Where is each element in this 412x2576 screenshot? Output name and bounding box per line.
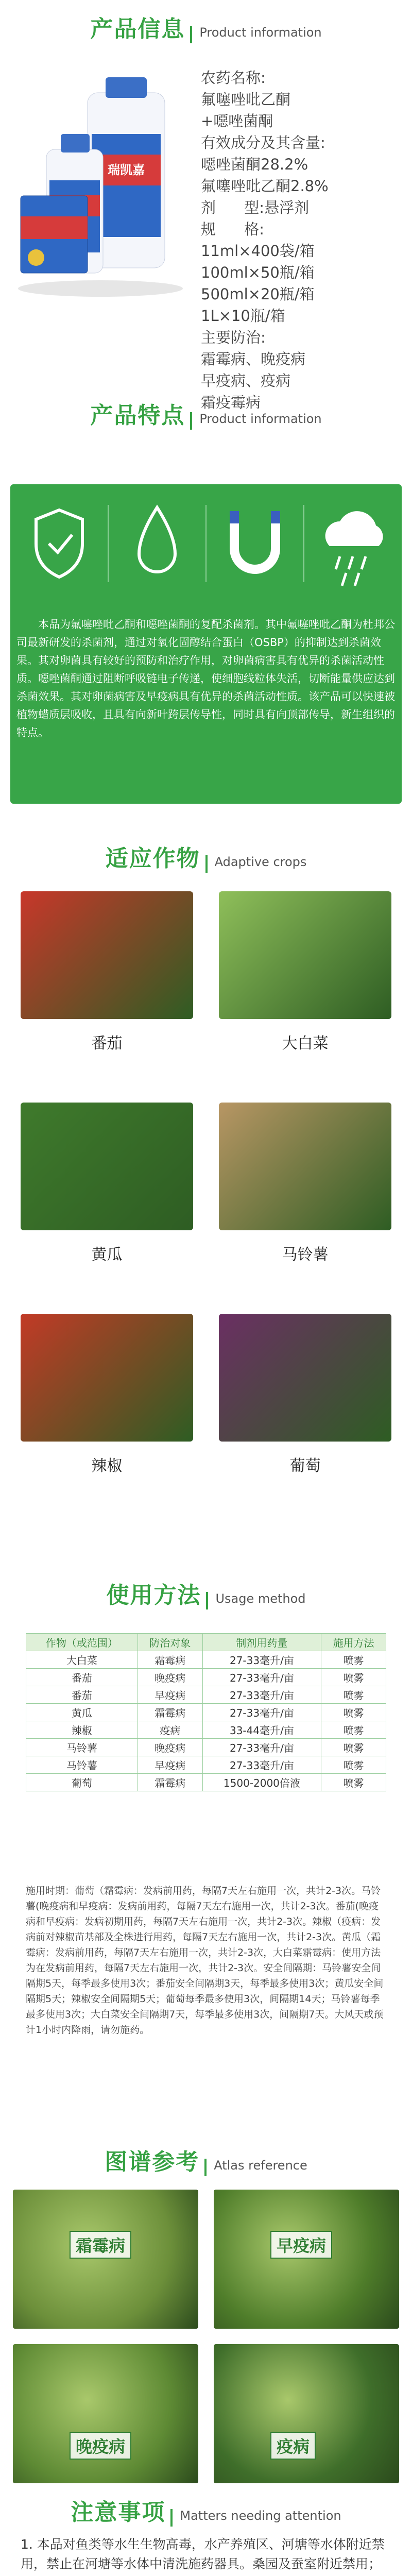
table-row [26, 1669, 386, 1686]
info-value: 悬浮剂 [264, 199, 310, 216]
info-value: +噁唑菌酮 [201, 112, 273, 130]
product-info-header [0, 10, 412, 43]
info-value: 1L×10瓶/箱 [201, 307, 285, 325]
table-cell: 喷雾 [321, 1686, 386, 1704]
table-row [26, 1704, 386, 1721]
magnet-icon [230, 511, 280, 569]
table-cell: 马铃薯 [26, 1756, 138, 1774]
atlas-image [214, 2190, 399, 2329]
info-row [201, 197, 402, 218]
section-subtitle: Product information [199, 412, 322, 426]
table-cell: 霜霉病 [138, 1774, 202, 1791]
atlas-caption: 霜霉病 [70, 2231, 131, 2259]
atlas-image [13, 2190, 198, 2329]
info-value: 早疫病、疫病 [201, 372, 291, 389]
atlas-caption: 疫病 [270, 2432, 316, 2460]
info-label: 农药名称: [201, 69, 266, 87]
crop-image [21, 1314, 193, 1442]
notes-text: 1. 本品对鱼类等水生生物高毒，水产养殖区、河塘等水体附近禁用，禁止在河塘等水体中清洗施药器具。桑园及蚕室附近禁用； [21, 2537, 385, 2571]
section-title: 产品信息 [90, 16, 185, 42]
info-value: 11ml×400袋/箱 [201, 242, 315, 260]
atlas-image [13, 2344, 198, 2483]
rain-cloud-icon [325, 511, 383, 586]
table-cell: 喷雾 [321, 1651, 386, 1669]
table-cell: 27-33毫升/亩 [202, 1651, 321, 1669]
table-cell: 霜霉病 [138, 1651, 202, 1669]
table-cell: 疫病 [138, 1721, 202, 1739]
info-row [201, 154, 402, 175]
section-title: 适应作物 [105, 845, 200, 872]
info-value: 氟噻唑吡乙酮 [201, 91, 291, 108]
info-row [201, 67, 402, 89]
atlas-caption: 晚疫病 [70, 2432, 131, 2460]
svg-text:瑞凯嘉: 瑞凯嘉 [108, 163, 145, 177]
info-row [201, 348, 402, 370]
atlas-image [214, 2344, 399, 2483]
info-row [201, 262, 402, 283]
table-cell: 27-33毫升/亩 [202, 1686, 321, 1704]
table-cell: 晚疫病 [138, 1669, 202, 1686]
crop-label: 马铃薯 [282, 1246, 329, 1264]
table-row [26, 1774, 386, 1791]
product-image [10, 72, 191, 314]
table-cell: 大白菜 [26, 1651, 138, 1669]
features-header [0, 397, 412, 430]
section-subtitle: Product information [199, 25, 322, 40]
info-row [201, 370, 402, 392]
info-row [201, 283, 402, 305]
usage-table [26, 1633, 386, 1791]
section-subtitle: Usage method [215, 1591, 306, 1606]
section-subtitle: Atlas reference [214, 2158, 307, 2173]
table-cell: 喷雾 [321, 1756, 386, 1774]
crop-label: 大白菜 [282, 1035, 329, 1053]
crop-label: 番茄 [91, 1035, 123, 1053]
table-row [26, 1721, 386, 1739]
table-cell: 早疫病 [138, 1756, 202, 1774]
table-cell: 喷雾 [321, 1774, 386, 1791]
table-cell: 辣椒 [26, 1721, 138, 1739]
crop-image [219, 891, 391, 1019]
atlas-caption: 早疫病 [270, 2231, 332, 2259]
table-cell: 番茄 [26, 1686, 138, 1704]
table-cell: 晚疫病 [138, 1739, 202, 1756]
table-header-cell: 施用方法 [321, 1634, 386, 1651]
crop-image [21, 891, 193, 1019]
usage-header [0, 1577, 412, 1609]
usage-note: 施用时期：葡萄（霜霉病：发病前用药，每隔7天左右施用一次，共计2-3次。马铃薯(晚疫病和早疫病：发病前用药，每隔7天左右施用一次，共计2-3次。番茄(晚疫病和早疫病：发病初期用药，每隔7天左右施用一次，共计2-3次。辣椒（疫病：发病前对辣椒苗基部及全株进行用药，每隔7天左右施用一次，共计2-3次。黄瓜（霜霉病：发病前用药，每隔7天左右施用一次，共计2-3次，大白菜霜霉病：使用方法为在发病前用药，每隔7天左右施用一次，共计2-3次。安全间隔期：马铃薯安全间隔期5天，每季最多使用3次；番茄安全间隔期3天，每季最多使用3次；黄瓜安全间隔期5天；辣椒安全间隔期5天；葡萄每季最多使用3次，间隔期14天；马铃薯每季最多使用3次；大白菜安全间隔期7天，每季最多使用3次，间隔期7天。大风天或预计1小时内降雨，请勿施药。 [26, 1885, 384, 2036]
water-drop-icon [139, 507, 175, 572]
section-title: 注意事项 [71, 2499, 166, 2526]
table-header-cell: 防治对象 [138, 1634, 202, 1651]
info-row [201, 110, 402, 132]
table-cell: 葡萄 [26, 1774, 138, 1791]
table-header-cell: 作物（或范围） [26, 1634, 138, 1651]
table-cell: 1500-2000倍液 [202, 1774, 321, 1791]
info-value: 霜疫霉病 [201, 394, 261, 411]
notes-section [0, 2494, 412, 2527]
table-cell: 早疫病 [138, 1686, 202, 1704]
features-text: 本品为氟噻唑吡乙酮和噁唑菌酮的复配杀菌剂。其中氟噻唑吡乙酮为杜邦公司最新研发的杀菌剂，通过对氧化固醇结合蛋白（OSBP）的抑制达到杀菌效果。其对卵菌具有较好的预防和治疗作用，对卵菌病害具有优异的杀菌活动性质。噁唑菌酮通过阻断呼吸链电子传递，使细胞线粒体失活，切断能量供应达到杀菌效果。其对卵菌病害及早疫病具有优异的杀菌活动性质。该产品可以快速被植物蜡质层吸收，且具有向新叶跨层传导性，同时具有向顶部传导，新生组织的特点。 [16, 618, 395, 739]
crop-label: 辣椒 [91, 1457, 123, 1475]
section-subtitle: Matters needing attention [180, 2509, 341, 2523]
shield-icon [36, 510, 82, 577]
features-section [0, 397, 412, 430]
section-title: 产品特点 [90, 402, 185, 429]
table-cell: 27-33毫升/亩 [202, 1739, 321, 1756]
product-info-section [0, 10, 412, 43]
info-row [201, 132, 402, 154]
table-cell: 番茄 [26, 1669, 138, 1686]
usage-section [0, 1577, 412, 1609]
table-cell: 喷雾 [321, 1739, 386, 1756]
table-cell: 马铃薯 [26, 1739, 138, 1756]
crop-image [219, 1314, 391, 1442]
table-cell: 喷雾 [321, 1669, 386, 1686]
crop-label: 黄瓜 [91, 1246, 123, 1264]
info-value: 霜霉病、晚疫病 [201, 350, 306, 368]
info-label: 剂 型: [201, 199, 265, 216]
info-label: 规 格: [201, 221, 265, 238]
table-row [26, 1686, 386, 1704]
table-cell: 27-33毫升/亩 [202, 1704, 321, 1721]
info-label: 有效成分及其含量: [201, 134, 325, 151]
table-cell: 33-44毫升/亩 [202, 1721, 321, 1739]
notes-header [0, 2494, 412, 2527]
crop-label: 葡萄 [289, 1457, 321, 1475]
info-value: 100ml×50瓶/箱 [201, 264, 315, 281]
info-label: 主要防治: [201, 329, 266, 346]
section-title: 图谱参考 [105, 2149, 200, 2175]
info-row [201, 218, 402, 240]
info-row [201, 240, 402, 262]
table-header-cell: 制剂用药量 [202, 1634, 321, 1651]
crops-header [0, 840, 412, 873]
table-cell: 喷雾 [321, 1704, 386, 1721]
table-cell: 霜霉病 [138, 1704, 202, 1721]
atlas-section [0, 2143, 412, 2176]
section-subtitle: Adaptive crops [214, 855, 307, 869]
crops-section [0, 840, 412, 873]
table-row [26, 1651, 386, 1669]
section-title: 使用方法 [106, 1582, 201, 1608]
atlas-header [0, 2143, 412, 2176]
crop-image [219, 1103, 391, 1230]
info-row [201, 89, 402, 110]
table-row [26, 1756, 386, 1774]
table-cell: 喷雾 [321, 1721, 386, 1739]
info-row [201, 305, 402, 327]
info-row [201, 175, 402, 197]
table-cell: 黄瓜 [26, 1704, 138, 1721]
table-row [26, 1739, 386, 1756]
product-info-list [201, 67, 402, 413]
table-cell: 27-33毫升/亩 [202, 1669, 321, 1686]
info-row [201, 327, 402, 348]
info-value: 噁唑菌酮28.2% [201, 156, 308, 173]
crop-image [21, 1103, 193, 1230]
info-value: 氟噻唑吡乙酮2.8% [201, 177, 329, 195]
info-value: 500ml×20瓶/箱 [201, 285, 315, 303]
table-cell: 27-33毫升/亩 [202, 1756, 321, 1774]
